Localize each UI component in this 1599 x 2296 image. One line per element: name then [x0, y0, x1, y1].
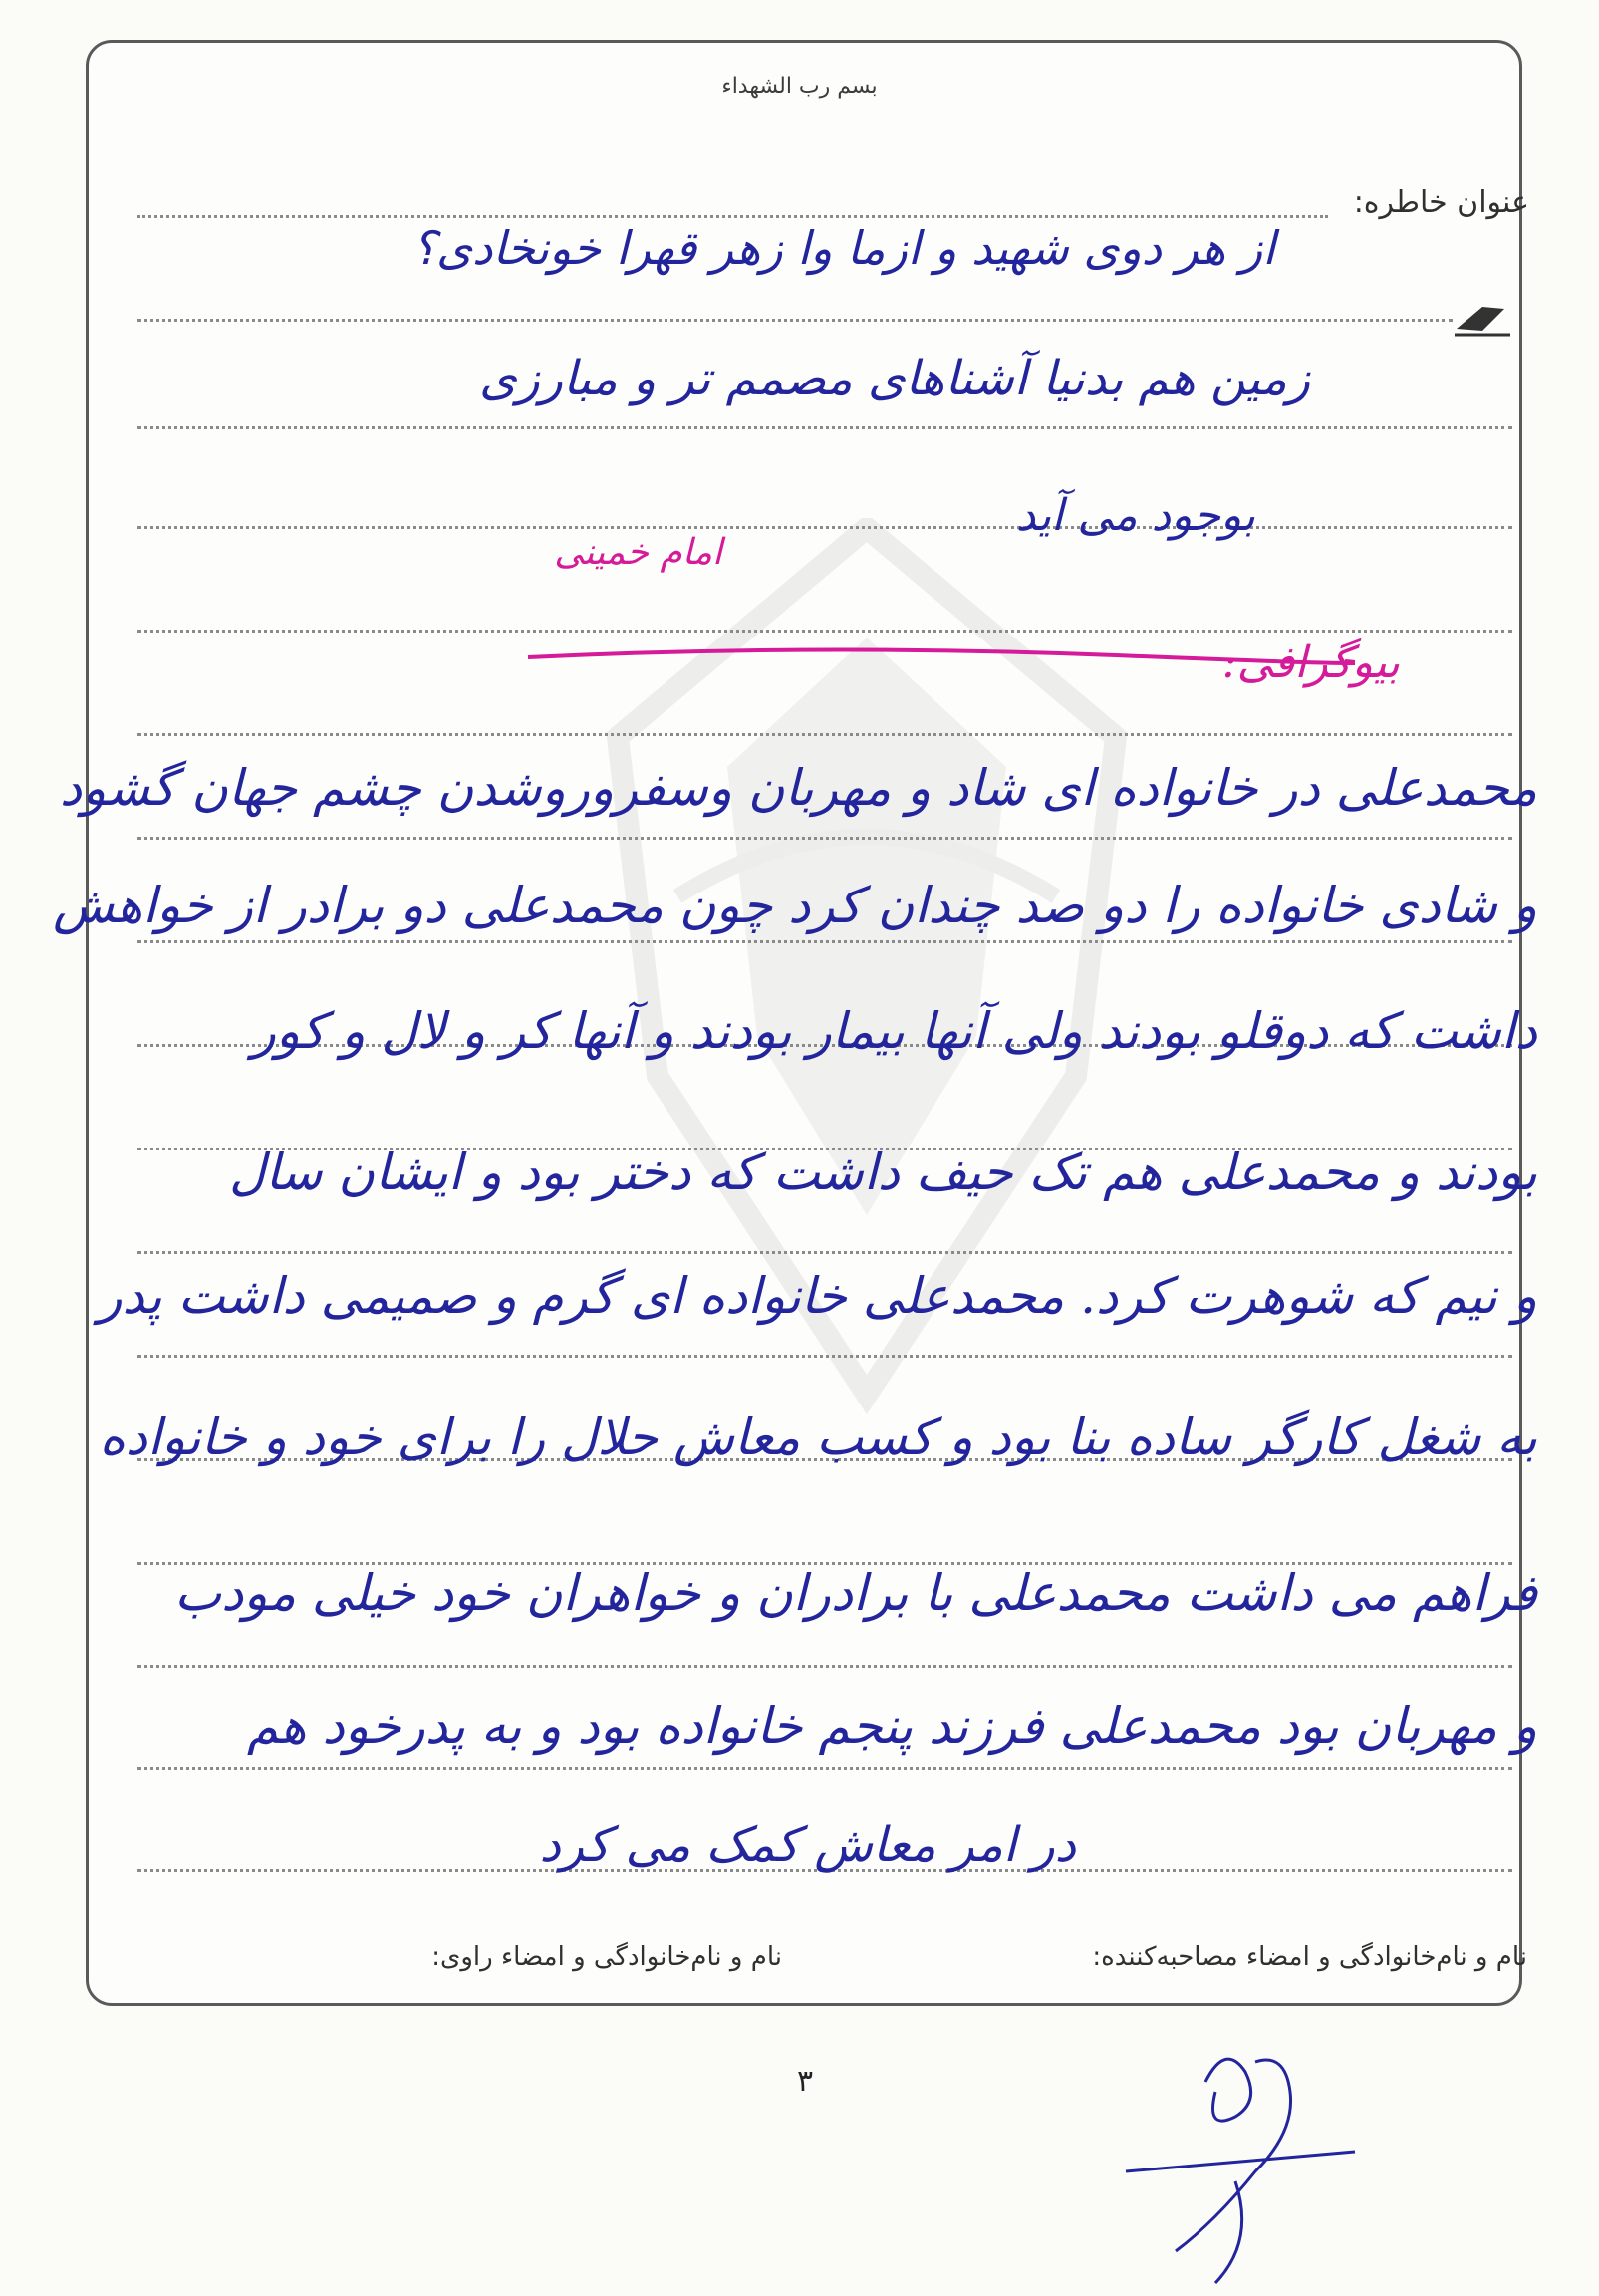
body-line: به شغل کارگر ساده بنا بود و کسب معاش حلال را برای خود و خانواده: [99, 1408, 1537, 1466]
body-line: و نیم که شوهرت کرد. محمدعلی خانواده ای گرم و صمیمی داشت پدر: [98, 1267, 1537, 1325]
body-line: و مهربان بود محمدعلی فرزند پنجم خانواده بود و به پدرخود هم: [247, 1697, 1537, 1755]
ruled-line: [137, 1251, 1512, 1254]
ruled-line: [137, 1767, 1512, 1770]
ruled-line: [137, 837, 1512, 840]
body-line: و شادی خانواده را دو صد چندان کرد چون محمدعلی دو برادر از خواهش: [53, 877, 1537, 934]
body-line: بودند و محمدعلی هم تک حیف داشت که دختر بود و ایشان سال: [229, 1144, 1537, 1201]
page-header: بسم رب الشهداء: [721, 74, 878, 99]
section-heading-biography: بیوگرافی:: [1221, 638, 1400, 688]
ruled-line: [137, 319, 1453, 322]
memory-title-line-1: از هر دوی شهید و ازما وا زهر قهرا خونخادی؟: [411, 221, 1275, 275]
ruled-line: [137, 630, 1512, 633]
annotation-imam: امام خمینی: [554, 532, 722, 573]
ruled-line: [137, 940, 1512, 943]
body-line: فراهم می داشت محمدعلی با برادران و خواهران خود خیلی مودب: [174, 1564, 1537, 1622]
ruled-line: [137, 1355, 1512, 1358]
memory-title-line-2: زمین هم بدنیا آشناهای مصمم تر و مبارزی: [479, 351, 1310, 406]
ruled-line: [137, 1665, 1512, 1668]
pen-icon: [1453, 299, 1512, 339]
interviewer-signature-label: نام و نام‌خانوادگی و امضاء مصاحبه‌کننده:: [1092, 1942, 1527, 1972]
narrator-signature-label: نام و نام‌خانوادگی و امضاء راوی:: [431, 1942, 782, 1972]
ruled-line: [137, 526, 1512, 529]
ruled-line: [137, 215, 1328, 218]
ruled-line: [137, 733, 1512, 736]
page-number: ۳: [797, 2064, 814, 2099]
memory-title-label: عنوان خاطره:: [1353, 185, 1529, 220]
body-line: در امر معاش کمک می کرد: [539, 1817, 1076, 1873]
ruled-line: [137, 426, 1512, 429]
body-line: داشت که دوقلو بودند ولی آنها بیمار بودند و آنها کر و لال و کور: [251, 1002, 1537, 1060]
body-line: محمدعلی در خانواده ای شاد و مهربان وسفروروشدن چشم جهان گشود: [59, 759, 1537, 817]
handwritten-signature: [1086, 2022, 1385, 2291]
memory-title-line-3: بوجود می آید: [1015, 490, 1255, 541]
